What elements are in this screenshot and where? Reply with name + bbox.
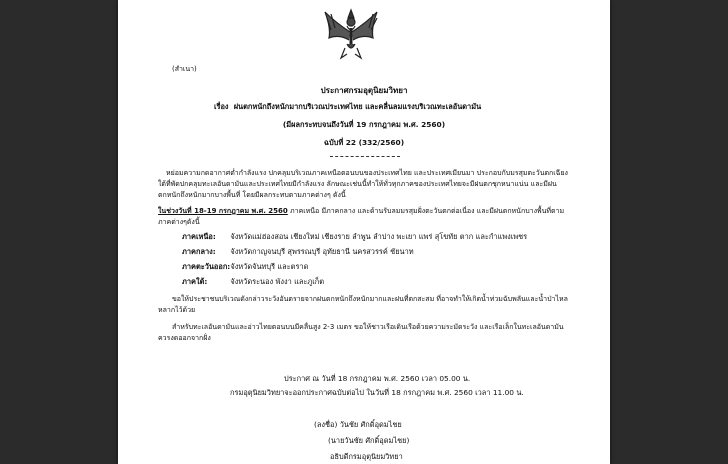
signer-name: (นายวันชัย ศักดิ์อุดมไชย) bbox=[328, 436, 410, 445]
issue-number: ฉบับที่ 22 (332/2560) bbox=[323, 138, 405, 147]
period-paragraph bbox=[158, 206, 573, 228]
region-label: ภาคตะวันออก: bbox=[182, 262, 231, 271]
signature-line: (ลงชื่อ) วันชัย ศักดิ์อุดมไชย bbox=[314, 420, 402, 429]
effective-date: (มีผลกระทบจนถึงวันที่ 19 กรกฎาคม พ.ศ. 2560) bbox=[282, 120, 446, 129]
region-row bbox=[182, 247, 414, 257]
region-label: ภาคกลาง: bbox=[182, 247, 216, 256]
subject-line bbox=[214, 102, 481, 112]
sea-paragraph: สำหรับทะเลอันดามันและอ่าวไทยตอนบนมีคลื่นสูง 2-3 เมตร ขอให้ชาวเรือเดินเรือด้วยความระมัดระวัง และเรือเล็กในทะเลอันดามันควรงดออกจากฝั่ง bbox=[158, 323, 564, 342]
subject-text: ฝนตกหนักถึงหนักมากบริเวณประเทศไทย และคลื่นลมแรงบริเวณทะเลอันดามัน bbox=[233, 102, 482, 111]
period-label: ในช่วงวันที่ 18-19 กรกฎาคม พ.ศ. 2560 bbox=[158, 207, 288, 215]
period-text: ภาคเหนือ มีภาคกลาง และด้านรับลมมรสุมฝั่งตะวันตกต่อเนื่อง และมีฝนตกหนักบางพื้นที่ตามภาคต่างๆดังนี้ bbox=[158, 207, 565, 226]
garuda-emblem-icon bbox=[321, 4, 381, 62]
body-paragraph: หย่อมความกดอากาศต่ำกำลังแรง ปกคลุมบริเวณภาคเหนือตอนบนของประเทศไทย และประเทศเมียนมา ประกอบกับมรสุมตะวันตกเฉียงใต้ที่พัดปกคลุมทะเลอันดามันและประเทศไทยมีกำลังแรง ลักษณะเช่นนี้ทำให้ทั่วทุกภาคของประเทศไทยจะมีฝนตกชุกหนาแน่น และมีฝนตกหนักถึงหนักมากบางพื้นที่ โดยมีผลกระทบตามภาคต่างๆ ดังนี้ bbox=[158, 169, 568, 199]
announced-date: ประกาศ ณ วันที่ 18 กรกฎาคม พ.ศ. 2560 เวลา 05.00 น. bbox=[284, 374, 471, 383]
document-title: ประกาศกรมอุตุนิยมวิทยา bbox=[320, 86, 408, 95]
signer-title: อธิบดีกรมอุตุนิยมวิทยา bbox=[330, 452, 403, 461]
region-label: ภาคใต้: bbox=[182, 277, 208, 286]
region-label: ภาคเหนือ: bbox=[182, 232, 216, 241]
divider bbox=[330, 156, 400, 157]
copy-label: (สำเนา) bbox=[172, 65, 197, 73]
next-notice: กรมอุตุนิยมวิทยาจะออกประกาศฉบับต่อไป ในวันที่ 18 กรกฎาคม พ.ศ. 2560 เวลา 11.00 น. bbox=[230, 388, 524, 397]
region-row bbox=[182, 232, 527, 242]
document-page bbox=[118, 0, 610, 464]
region-row bbox=[182, 277, 324, 287]
subject-prefix: เรื่อง bbox=[214, 102, 229, 111]
region-provinces: จังหวัดแม่ฮ่องสอน เชียงใหม่ เชียงราย ลำพูน ลำปาง พะเยา แพร่ สุโขทัย ตาก และกำแพงเพชร bbox=[230, 232, 528, 241]
region-provinces: จังหวัดระนอง พังงา และภูเก็ต bbox=[230, 277, 325, 286]
region-provinces: จังหวัดจันทบุรี และตราด bbox=[230, 262, 309, 271]
warning-paragraph: ขอให้ประชาชนบริเวณดังกล่าวระวังอันตรายจากฝนตกหนักถึงหนักมากและฝนที่ตกสะสม ที่อาจทำให้เกิดน้ำท่วมฉับพลันและน้ำป่าไหลหลากไว้ด้วย bbox=[158, 295, 568, 314]
region-row bbox=[182, 262, 308, 272]
region-provinces: จังหวัดกาญจนบุรี สุพรรณบุรี อุทัยธานี นครสวรรค์ ชัยนาท bbox=[230, 247, 414, 256]
